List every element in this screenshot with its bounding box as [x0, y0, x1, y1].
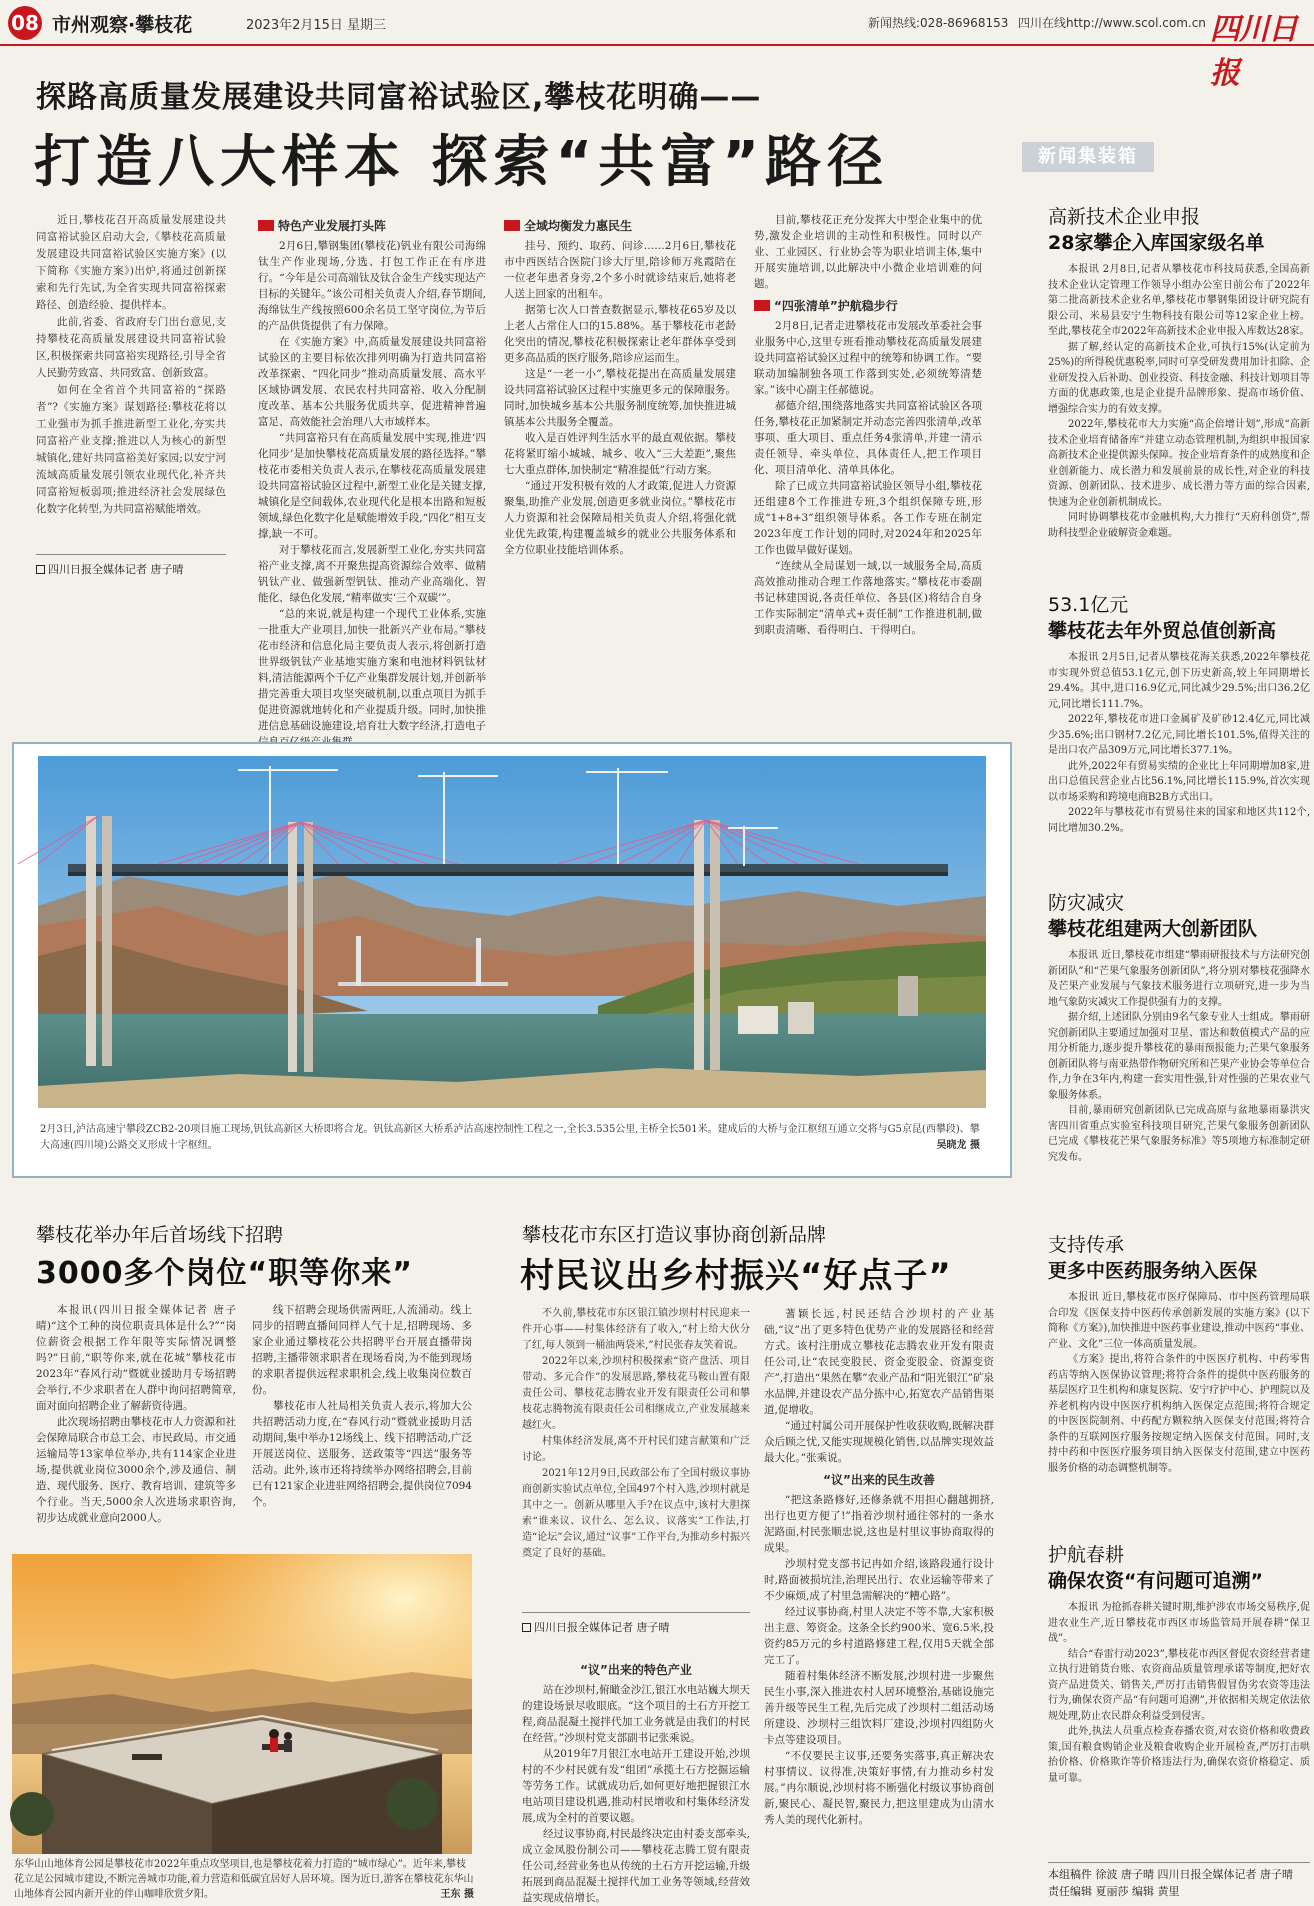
- village-paragraph: 站在沙坝村,俯瞰金沙江,银江水电站巍大坝天的建设场景尽收眼底。“这个项目的土石方开挖工程,商品混凝土搅拌代加工业务就是由我们的村民在经营。”沙坝村党支部副书记张乘说。: [522, 1684, 750, 1744]
- brief-paragraph: 本报讯 为抢抓春耕关键时期,维护涉农市场交易秩序,促进农业生产,近日攀枝花市西区市场监管局开展春耕“保卫战”。: [1048, 1602, 1310, 1644]
- lead-column-3: [504, 212, 736, 724]
- lead-headline: 打造八大样本 探索“共富”路径: [34, 130, 890, 195]
- jobs-story-headline: 3000多个岗位“职等你来”: [36, 1256, 413, 1291]
- website-link[interactable]: 四川在线http://www.scol.com.cn: [1018, 16, 1206, 30]
- brief-4: [1048, 1232, 1310, 1532]
- park-photo-illustration: [12, 1554, 472, 1854]
- page-header: [0, 0, 1314, 91]
- village-story-headline: 村民议出乡村振兴“好点子”: [520, 1256, 952, 1296]
- jobs-column-1: [36, 1302, 236, 1542]
- brief-title: 高新技术企业申报: [1048, 206, 1201, 228]
- village-subhead-2: “议”出来的民生改善: [823, 1473, 935, 1487]
- lead-paragraph: 在《实施方案》中,高质量发展建设共同富裕试验区的主要目标依次排列明确为打造共同富裕改革探索、“四化同步”推动高质量发展、高水平区域协调发展、农民农村共同富裕、收入分配制度改革、基本公共服务优质共享、促进精神普遍富足、高效能社会治理八大市域样本。: [258, 336, 486, 428]
- lead-paragraph: “连续从全局谋划一域,以一域服务全局,高质高效推动推动合理工作落地落实。”攀枝花市委副书记林建国说,各责任单位、各县(区)将结合自身工作实际制定“清单式+责任制”工作推进机制,做到职责清晰、看得明白、干得明白。: [754, 560, 982, 636]
- brief-body: [1048, 262, 1310, 541]
- brief-paragraph: 同时协调攀枝花市金融机构,大力推行“天府科创贷”,帮助科技型企业破解资金难题。: [1048, 512, 1310, 539]
- lead-paragraph: 挂号、预约、取药、问诊……2月6日,攀枝花市中西医结合医院门诊大厅里,陪诊师万兆霞陪在一位老年患者身旁,2个多小时就诊结束后,她将老人送上回家的出租车。: [504, 240, 736, 300]
- lead-paragraph: “共同富裕只有在高质量发展中实现,推进‘四化同步’是加快攀枝花高质量发展的路径选择。”攀枝花市委相关负责人表示,在攀枝花高质量发展建设共同富裕试验区过程中,新型工业化是关键支撑,城镇化是空间载体,农业现代化是根本出路和短板领域,绿色化数字化是赋能增效手段,“四化”相互支撑,缺一不可。: [258, 432, 486, 540]
- village-paragraph: 经过议事协商,村民最终决定由村委支部牵头,成立金凤股份制公司——攀枝花志腾工贸有限责任公司,经营业务也从传统的土石方开挖运输,升级拓展到商品混凝土搅拌代加工业务等领域,经营效益实现成倍增长。: [522, 1828, 750, 1904]
- brief-paragraph: 本报讯 近日,攀枝花市组建“攀雨研报技术与方法研究创新团队”和“芒果气象服务创新团队”,将分别对攀枝花强降水及芒果产业发展与气象技术服务进行立项研究,进一步为当地气象防灾减灾工作提供强有力的支撑。: [1048, 950, 1310, 1008]
- subhead-marker-icon: [754, 300, 770, 311]
- bridge-caption-text: 2月3日,泸沽高速宁攀段ZCB2-20项目施工现场,钒钛高新区大桥即将合龙。钒钛高新区大桥系泸沽高速控制性工程之一,全长3.535公里,主桥全长501米。建成后的大桥与金江枢纽互通立交将与G5京昆(西攀段)、攀大高速(四川境)公路交叉形成十字枢纽。: [40, 1124, 980, 1151]
- village-story-kicker: 攀枝花市东区打造议事协商创新品牌: [522, 1224, 827, 1246]
- issue-date: 2023年2月15日 星期三: [246, 18, 387, 33]
- park-photo-caption: [14, 1857, 474, 1900]
- brief-paragraph: 据介绍,上述团队分别由9名气象专业人士组成。攀雨研究创新团队主要通过加强对卫星、雷达和数值模式产品的应用分析能力,逐步提升攀枝花的暴雨预报能力;芒果气象服务创新团队将与南亚热带作物研究所和芒果产业协会等单位合作,力争在3年内,构建一套实用性强,针对性强的芒果农业气象服务体系。: [1048, 1012, 1310, 1101]
- lead-subhead-1: 特色产业发展打头阵: [258, 218, 486, 234]
- brief-title: 支持传承: [1048, 1234, 1125, 1256]
- park-caption-text: 东华山山地体育公园是攀枝花市2022年重点攻坚项目,也是攀枝花着力打造的“城市绿心”。近年来,攀枝花立足公园城市建设,不断完善城市功能,着力营造和低碳宜居好人居环境。图为近日,游客在攀枝花东华山山地体育公园内新开业的伴山咖啡欣赏夕阳。: [14, 1859, 474, 1900]
- brief-paragraph: 本报讯 2月5日,记者从攀枝花海关获悉,2022年攀枝花市实现外贸总值53.1亿元,创下历史新高,较上年同期增长29.4%。其中,进口16.9亿元,同比减少29.5%;出口36.2亿元,同比增长111.7%。: [1048, 652, 1310, 710]
- lead-paragraph: “通过开发积极有效的人才政策,促进人力资源聚集,助推产业发展,创造更多就业岗位。”攀枝花市人力资源和社会保障局相关负责人介绍,将强化就业优先政策,构建覆盖城乡的就业公共服务体系和全方位职业技能培训体系。: [504, 480, 736, 556]
- byline-box-icon: [36, 565, 45, 574]
- village-byline: [522, 1612, 750, 1635]
- bridge-photo-frame: [12, 742, 1012, 1178]
- brief-3: [1048, 890, 1310, 1220]
- village-intro-paragraph: 2021年12月9日,民政部公布了全国村级议事协商创新实验试点单位,全国497个村入选,沙坝村就是其中之一。创新从哪里入手?在议点中,该村大胆探索“谁来议、议什么、怎么议、议落实”工作法,打造“论坛”会议,通过“议事”工作平台,为推动乡村振兴奠定了良好的基础。: [522, 1468, 750, 1559]
- village-paragraph: 经过议事协商,村里人决定不等不靠,大家积极出主意、筹资金。这条全长约900米、宽6.5米,投资约85万元的乡村道路修建工程,仅用5天就全部完工了。: [764, 1606, 994, 1666]
- village-intro-paragraph: 不久前,攀枝花市东区银江镇沙坝村村民迎来一件开心事——村集体经济有了收入,“村上给大伙分了红,每人领到一桶油两袋米,”村民张春友笑着说。: [522, 1308, 750, 1351]
- bridge-photo-credit: 吴晓龙 摄: [936, 1140, 980, 1151]
- lead-paragraph: 收入是百姓评判生活水平的最直观依据。攀枝花将紧盯缩小城城、城乡、收入“三大差距”,聚焦七大重点群体,加快制定“精准提低”行动方案。: [504, 432, 736, 476]
- brief-body: [1048, 650, 1310, 836]
- lead-intro-paragraph: 此前,省委、省政府专门出台意见,支持攀枝花高质量发展建设共同富裕试验区,积极探索共同富裕实现路径,引导全省人民勤劳致富、共同致富、创新致富。: [36, 316, 226, 379]
- village-column-2: [764, 1306, 994, 1896]
- village-intro-paragraph: 2022年以来,沙坝村积极探索“资产盘活、项目带动、多元合作”的发展思路,攀枝花马鞍山置有限责任公司、攀枝花志腾农业开发有限责任公司和攀枝花志腾物流有限责任公司相继成立,产业发展越来越红火。: [522, 1356, 750, 1431]
- village-paragraph: “通过村属公司开展保护性收获收购,既解决群众后顾之忧,又能实现规模化销售,以品牌实现效益最大化。”张乘说。: [764, 1420, 994, 1464]
- brief-paragraph: 本报讯 2月8日,记者从攀枝花市科技局获悉,全国高新技术企业认定管理工作领导小组办公室日前公布了2022年第二批高新技术企业名单,攀枝花市攀钢集团设计研究院有限公司、米易县安宁生物科技有限公司等12家企业上榜。至此,攀枝花全市2022年高新技术企业申报入库数达28家。: [1048, 264, 1310, 337]
- jobs-story-kicker: 攀枝花举办年后首场线下招聘: [36, 1224, 284, 1246]
- brief-subtitle: 更多中医药服务纳入医保: [1048, 1260, 1258, 1282]
- byline-box-icon: [522, 1623, 531, 1632]
- lead-intro-column: [36, 212, 226, 542]
- village-paragraph: “把这条路修好,还修条就不用担心翻越拥挤,出行也更方便了!”指着沙坝村通往邻村的一条水泥路面,村民张顺忠说,这也是村里议事协商取得的成果。: [764, 1494, 994, 1554]
- sidebar-tag: 新闻集装箱: [1022, 142, 1154, 172]
- section-name: 市州观察·攀枝花: [52, 14, 193, 36]
- village-paragraph: 蓍颖长远,村民还结合沙坝村的产业基础,“议”出了更多特色优势产业的发展路径和经营方式。该村注册成立攀枝花志腾农业开发有限责任公司,让“农民变股民、资金变股金、资源变资产”,打造出“果然在攀”农业产品和“阳光银江”矿泉水品牌,并建设农产品分拣中心,拓宽农产品销售渠道,促增收。: [764, 1308, 994, 1416]
- staff-credits: [1048, 1862, 1310, 1900]
- brief-5: [1048, 1542, 1310, 1858]
- lead-paragraph: 郝德介绍,围绕落地落实共同富裕试验区各项任务,攀枝花正加紧制定并动态完善四张清单,改革事项、重大项目、重点任务4张清单,并建一清示责任领导、牵头单位、具体责任人,把工作项目化、项目清单化、清单具体化。: [754, 400, 982, 476]
- brief-paragraph: 2022年,攀枝花市进口金属矿及矿砂12.4亿元,同比减少35.6%;出口钢材7.2亿元,同比增长101.5%,值得关注的是出口农产品309万元,同比增长377.1%。: [1048, 714, 1310, 756]
- lead-column-4: [754, 212, 982, 724]
- lead-paragraph: 目前,攀枝花正充分发挥大中型企业集中的优势,激发企业培训的主动性和积极性。同时以产业、工业园区、行业协会等为职业培训主体,集中开展实施培训,以此解决中小微企业培训难的问题。: [754, 214, 982, 290]
- bridge-photo-illustration: [38, 756, 986, 1108]
- brief-title: 护航春耕: [1048, 1544, 1125, 1566]
- park-photo: [12, 1554, 472, 1854]
- brief-paragraph: 此外,2022年有贸易实绩的企业比上年同期增加8家,进出口总值民营企业占比56.1%,同比增长115.9%,首次实现以市场采购和跨境电商B2B方式出口。: [1048, 760, 1310, 803]
- bridge-photo-caption: [40, 1122, 980, 1154]
- village-subhead-1: “议”出来的特色产业: [580, 1663, 692, 1677]
- village-paragraph: 从2019年7月银江水电站开工建设开始,沙坝村的不少村民就有发“组团”承揽土石方挖掘运输等劳务工作。试就成功后,如何更好地把握银江水电站项目建设机遇,推动村民增收和村集体经济发展,成为全村的首要议题。: [522, 1748, 750, 1824]
- brief-subtitle: 攀枝花组建两大创新团队: [1048, 918, 1258, 940]
- village-paragraph: “不仅要民主议事,还要务实落事,真正解决农村事情议、议得准,决策好事情,有力推动乡村发展。”冉尔顺说,沙坝村将不断强化村级议事协商创新,聚民心、凝民智,聚民力,把这里建成为山清水秀人美的现代化新村。: [764, 1750, 994, 1826]
- lead-paragraph: “总的来说,就是构建一个现代工业体系,实施一批重大产业项目,加快一批新兴产业布局。”攀枝花市经济和信息化局主要负责人表示,将创新打造世界级钒钛产业基地实施方案和电池材料钒钛材料,清洁能源两个千亿产业集群发展计划,并创新举措完善重大项目攻坚突破机制,以重点项目为抓手促进资源就地转化和产业提质升级。同时,加快推进信息基础设施建设,培育壮大数字经济,打造电子: [258, 608, 486, 732]
- lead-paragraph: 这是“一老一小”,攀枝花提出在高质量发展建设共同富裕试验区过程中实施更多元的保障服务。同时,加快城乡基本公共服务制度统筹,加快推进城镇基本公共服务全覆盖。: [504, 368, 736, 428]
- brief-title: 53.1亿元: [1048, 594, 1129, 616]
- brief-paragraph: 结合“春雷行动2023”,攀枝花市西区督促农资经营者建立执行进销货台账、农资商品质量管理承诺等制度,把好农资产品进货关、销售关,严厉打击销售假冒伪劣农资等违法行为,确保农资产品“有问题可追溯”,并依据相关规定依法依规处理,防止农民群众利益受到侵害。: [1048, 1648, 1310, 1722]
- brief-2: [1048, 592, 1310, 842]
- brief-paragraph: 此外,执法人员重点检查春播农资,对农资价格和收费政策,国有粮食购销企业及粮食收购企业开展检查,严厉打击哄抬价格、价格欺诈等价格违法行为,确保农资价格稳定、质量可靠。: [1048, 1726, 1310, 1784]
- subhead-marker-icon: [258, 220, 274, 231]
- brief-paragraph: 本报讯 近日,攀枝花市医疗保障局、市中医药管理局联合印发《医保支持中医药传承创新发展的实施方案》(以下简称《方案》),加快推进中医药事业建设,推动中医药“事业、产业、文化”三位一体高质量发展。: [1048, 1292, 1310, 1350]
- byline-text: 四川日报全媒体记者 唐子晴: [48, 563, 184, 576]
- jobs-column-2: [252, 1302, 472, 1542]
- village-intro-paragraph: 村集体经济发展,离不开村民们建言献策和广泛讨论。: [522, 1436, 750, 1463]
- brief-paragraph: 据了解,经认定的高新技术企业,可执行15%(认定前为25%)的所得税优惠税率,同时可享受研发费用加计扣除、企业研发投入后补助、创业投资、科技金融、科技计划项目等方面的优惠政策,也是企业提升品牌形象、提高市场价值、增强综合实力的有效支撑。: [1048, 341, 1310, 415]
- jobs-paragraph: 本报讯(四川日报全媒体记者 唐子晴)“这个工种的岗位职责具体是什么?”“岗位薪资会根据工作年限等实际情况调整吗?”日前,“职等你来,就在花城”攀枝花市2023年“春风行动”暨就业援助月专场招聘会举行,不少求职者在人群中询问招聘简章,面对面向招聘企业了解薪资待遇。: [36, 1304, 236, 1412]
- lead-paragraph: 2月8日,记者走进攀枝花市发展改革委社会事业服务中心,这里专班看推动攀枝花高质量发展建设共同富裕试验区过程中的统筹和协调工作。“要联动加编制独各项工作落到实处,必须统筹清楚家。”该中心副主任郝德说。: [754, 320, 982, 396]
- lead-paragraph: 据第七次人口普查数据显示,攀枝花65岁及以上老人占常住人口的15.88%。基于攀枝花市老龄化突出的情况,攀枝花积极探索让老年群体享受到更多高品质的医疗服务,陪诊应运而生。: [504, 304, 736, 364]
- brief-subtitle: 确保农资“有问题可追溯”: [1048, 1570, 1263, 1592]
- jobs-paragraph: 攀枝花市人社局相关负责人表示,将加大公共招聘活动力度,在“春风行动”暨就业援助月活动期间,集中举办12场线上、线下招聘活动,广泛开展送岗位、送服务、送政策等“四送”服务等活动。此外,该市还将持续举办网络招聘会,目前已有121家企业进驻网络招聘会,提供岗位7094个。: [252, 1400, 472, 1508]
- lead-column-2: [258, 212, 486, 732]
- staff-line: 本组稿件 徐波 唐子晴 四川日报全媒体记者 唐子晴: [1048, 1868, 1293, 1881]
- editor-line: 责任编辑 夏丽莎 编辑 黄里: [1048, 1885, 1180, 1898]
- lead-subhead-3: “四张清单”护航稳步行: [754, 298, 982, 314]
- lead-kicker: 探路高质量发展建设共同富裕试验区,攀枝花明确——: [36, 80, 762, 115]
- newspaper-masthead: 四川日报: [1210, 12, 1297, 91]
- brief-paragraph: 2022年,攀枝花市大力实施“高企倍增计划”,形成“高新技术企业培育储备库”并建立动态管理机制,为组织申报国家高新技术企业提供源头保障。按企业培育条件的成熟度和企业创新能力、成长潜力和发展前景的成长性,对企业的科技资源、创新团队、技术进步、成长潜力等方面的综合因素,快速为企业创新机制成长。: [1048, 419, 1310, 508]
- brief-paragraph: 《方案》提出,将符合条件的中医医疗机构、中药零售药店等纳入医保协议管理;将符合条件的提供中医药服务的基层医疗卫生机构和康复医院、安宁疗护中心、护理院以及养老机构内设中医医疗机构纳入医保定点范围;将符合规定的中医医院制剂、中药配方颗粒纳入医保支付范围;将符合条件的互联网医疗服务按规定纳入医保支付范围。同时,支持中药和中医医疗服务项目纳入医保支付范围,建立中医药服务价格的动态调整机制等。: [1048, 1354, 1310, 1474]
- brief-title: 防灾减灾: [1048, 892, 1125, 914]
- jobs-paragraph: 线下招聘会现场供需两旺,人流涌动。线上同步的招聘直播间同样人气十足,招聘现场、多家企业通过攀枝花公共招聘平台开展直播带岗招聘,主播带领求职者在现场看岗,为不能到现场的求职者提供远程求职机会,线上收集岗位数百份。: [252, 1304, 472, 1396]
- jobs-paragraph: 此次现场招聘由攀枝花市人力资源和社会保障局联合市总工会、市民政局、市交通运输局等13家单位举办,共有114家企业进场,提供就业岗位3000余个,涉及通信、制造、现代服务、医疗、教育培训、建筑等多个行业。当天,5000余人次进场求职咨询,初步达成就业意向2000人。: [36, 1416, 236, 1524]
- park-photo-credit: 王东 摄: [440, 1889, 474, 1900]
- news-hotline: 新闻热线:028-86968153: [868, 16, 1009, 30]
- lead-intro-paragraph: 如何在全省首个共同富裕的“探路者”?《实施方案》谋划路径:攀枝花将以工业强市为抓手推进新型工业化,夯实共同富裕产业支撑;推进以人为核心的新型城镇化,建好共同富裕美好家园;以安宁河流域高质量发展引领农业现代化,补齐共同富裕短板弱项;推进经济社会发展绿色化数字化转型,为共同富裕赋能增效。: [36, 384, 226, 515]
- subhead-marker-icon: [504, 220, 520, 231]
- brief-paragraph: 目前,暴雨研究创新团队已完成高原与盆地暴雨暴洪灾害四川省重点实验室科技项目研究,芒果气象服务创新团队已完成《攀枝花芒果气象服务标准》等5项地方标准制定研究发布。: [1048, 1105, 1310, 1163]
- village-intro-column: [522, 1306, 750, 1568]
- village-paragraph: 随着村集体经济不断发展,沙坝村进一步聚焦民生小事,深入推进农村人居环境整治,基础设施完善升级等民生工程,先后完成了沙坝村二组活动场所建设、沙坝村三组饮料厂建设,沙坝村四组防火卡点等建设项目。: [764, 1670, 994, 1746]
- lead-byline: [36, 554, 226, 577]
- village-column-1b: [522, 1656, 750, 1904]
- village-paragraph: 沙坝村党支部书记冉如介绍,该路段通行设计时,路面被损坑洼,治理民出行、农业运输等带来了不少麻烦,成了村里急需解决的“糟心路”。: [764, 1558, 994, 1602]
- brief-subtitle: 攀枝花去年外贸总值创新高: [1048, 620, 1277, 642]
- brief-paragraph: 2022年与攀枝花市有贸易往来的国家和地区共112个,同比增加30.2%。: [1048, 807, 1310, 834]
- brief-body: [1048, 948, 1310, 1165]
- lead-subhead-2: 全域均衡发力惠民生: [504, 218, 736, 234]
- brief-1: [1048, 204, 1310, 539]
- lead-paragraph: 2月6日,攀钢集团(攀枝花)钒业有限公司海绵钛生产作业现场,分选、打包工作正在有序进行。“今年是公司高端钛及钛合金生产线实现达产目标的关键年。”该公司相关负责人介绍,春节期间,海绵钛生产线按照600余名员工坚守岗位,为节后的产品供货提供了有力保障。: [258, 240, 486, 332]
- brief-subtitle: 28家攀企入库国家级名单: [1048, 232, 1265, 254]
- brief-body: [1048, 1600, 1310, 1786]
- page-number: 08: [8, 6, 42, 40]
- lead-paragraph: 对于攀枝花而言,发展新型工业化,夯实共同富裕产业支撑,离不开聚焦提高资源综合效率、做精钒钛产业、做强新型钒钛、推动产业高端化、智能化、绿色化发展,“精率做实‘三个双碳’”。: [258, 544, 486, 604]
- bridge-photo: [38, 756, 986, 1108]
- lead-intro-paragraph: 近日,攀枝花召开高质量发展建设共同富裕试验区启动大会,《攀枝花高质量发展建设共同富裕试验区实施方案》(以下简称《实施方案》)出炉,将通过创新探索和先行先试,为全省实现共同富裕探索路径、创造经验、提供样本。: [36, 214, 226, 311]
- byline-text: 四川日报全媒体记者 唐子晴: [534, 1621, 670, 1634]
- brief-body: [1048, 1290, 1310, 1476]
- lead-paragraph: 除了已成立共同富裕试验区领导小组,攀枝花还组建8个工作推进专班,3个组织保障专班,形成“1+8+3”组织领导体系。各工作专班在制定2023年度工作计划的同时,对2024年和2025年工作也做早做好谋划。: [754, 480, 982, 556]
